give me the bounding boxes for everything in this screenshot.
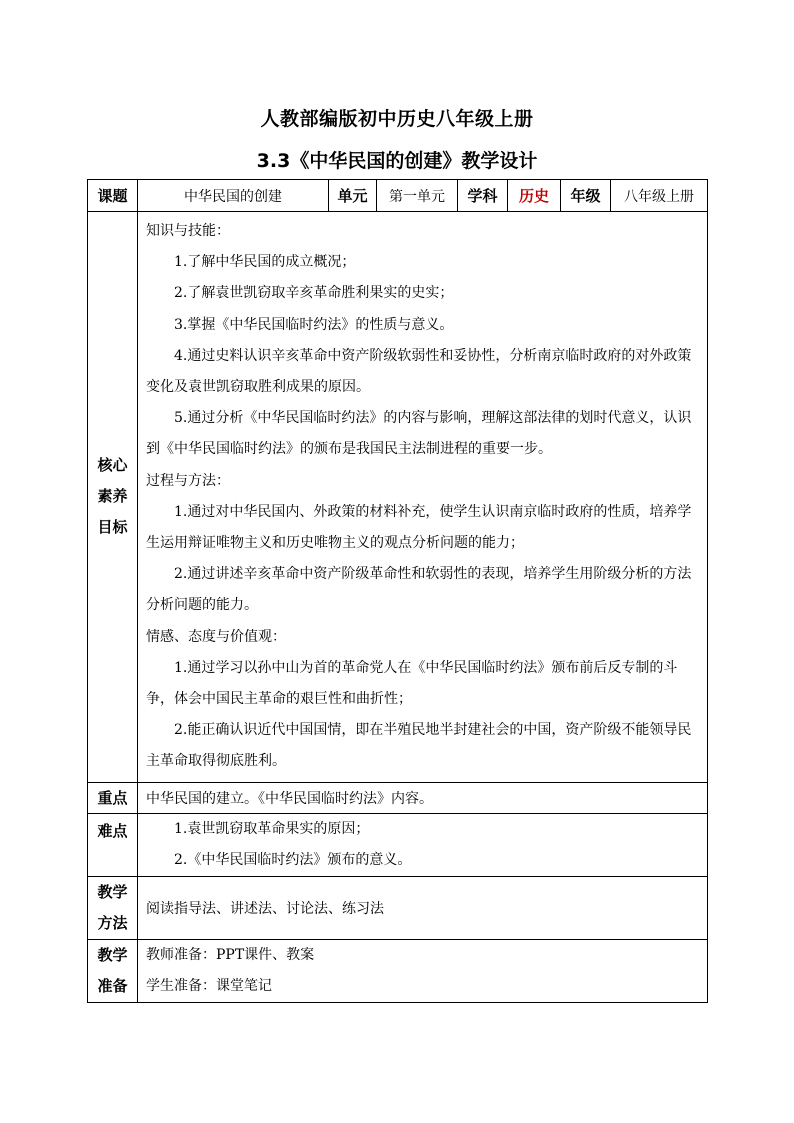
prep-item: 学生准备：课堂笔记 xyxy=(146,978,272,995)
goal-item: 1.通过对中华民国内、外政策的材料补充，使学生认识南京临时政府的性质，培养学生运用辩证唯物主义和历史唯物主义的观点分析问题的能力； xyxy=(146,503,692,552)
goal-item: 2.了解袁世凯窃取辛亥革命胜利果实的史实； xyxy=(174,285,454,302)
goal-item: 4.通过史料认识辛亥革命中资产阶级软弱性和妥协性，分析南京临时政府的对外政策变化及袁世凯窃取胜利成果的原因。 xyxy=(146,347,692,396)
prep-label xyxy=(88,940,138,1003)
method-label-line: 方法 xyxy=(97,914,128,933)
key-point-row xyxy=(88,782,708,813)
difficulty-item: 1.袁世凯窃取革命果实的原因； xyxy=(174,820,370,837)
method-label xyxy=(88,877,138,940)
prep-label-line: 准备 xyxy=(97,977,128,996)
document-title: 人教部编版初中历史八年级上册 xyxy=(260,108,534,130)
core-goals-content xyxy=(138,212,708,783)
prep-label-line: 教学 xyxy=(97,946,128,965)
difficulty-label: 难点 xyxy=(88,813,138,876)
header-row xyxy=(88,180,708,212)
core-label-line: 素养 xyxy=(97,487,128,506)
key-point-text: 中华民国的建立。《中华民国临时约法》内容。 xyxy=(138,782,708,813)
difficulty-row xyxy=(88,813,708,876)
unit-label: 单元 xyxy=(329,180,377,212)
section-heading: 过程与方法： xyxy=(146,472,230,489)
core-goals-label xyxy=(88,212,138,783)
section-heading: 知识与技能： xyxy=(146,223,230,239)
subject-value: 历史 xyxy=(508,180,561,212)
subject-label: 学科 xyxy=(458,180,508,212)
core-goals-row xyxy=(88,212,708,783)
core-label-line: 核心 xyxy=(97,456,128,475)
prep-item: 教师准备：PPT课件、教案 xyxy=(146,947,315,964)
grade-value: 八年级上册 xyxy=(611,180,708,212)
prep-row xyxy=(88,940,708,1003)
method-label-line: 教学 xyxy=(97,883,128,902)
topic-label: 课题 xyxy=(88,180,138,212)
difficulty-item: 2.《中华民国临时约法》颁布的意义。 xyxy=(174,851,412,868)
goal-item: 3.掌握《中华民国临时约法》的性质与意义。 xyxy=(174,316,454,333)
goal-item: 5.通过分析《中华民国临时约法》的内容与影响，理解这部法律的划时代意义，认识到《中华民国临时约法》的颁布是我国民主法制进程的重要一步。 xyxy=(146,410,692,458)
unit-value: 第一单元 xyxy=(377,180,458,212)
goal-item: 1.了解中华民国的成立概况； xyxy=(174,254,356,271)
method-row xyxy=(88,877,708,940)
goal-item: 1.通过学习以孙中山为首的革命党人在《中华民国临时约法》颁布前后反专制的斗争，体会中国民主革命的艰巨性和曲折性； xyxy=(146,659,678,708)
core-label-line: 目标 xyxy=(97,518,128,537)
prep-content xyxy=(138,940,708,1003)
lesson-plan-table xyxy=(87,179,708,1003)
document-subtitle: 3.3《中华民国的创建》教学设计 xyxy=(256,150,538,172)
method-text: 阅读指导法、讲述法、讨论法、练习法 xyxy=(138,877,708,940)
topic-value: 中华民国的创建 xyxy=(138,180,329,212)
key-point-label: 重点 xyxy=(88,782,138,813)
grade-label: 年级 xyxy=(561,180,611,212)
difficulty-content xyxy=(138,813,708,876)
goal-item: 2.能正确认识近代中国国情，即在半殖民地半封建社会的中国，资产阶级不能领导民主革命取得彻底胜利。 xyxy=(146,722,692,770)
goal-item: 2.通过讲述辛亥革命中资产阶级革命性和软弱性的表现，培养学生用阶级分析的方法分析问题的能力。 xyxy=(146,566,692,614)
section-heading: 情感、态度与价值观： xyxy=(146,628,286,645)
